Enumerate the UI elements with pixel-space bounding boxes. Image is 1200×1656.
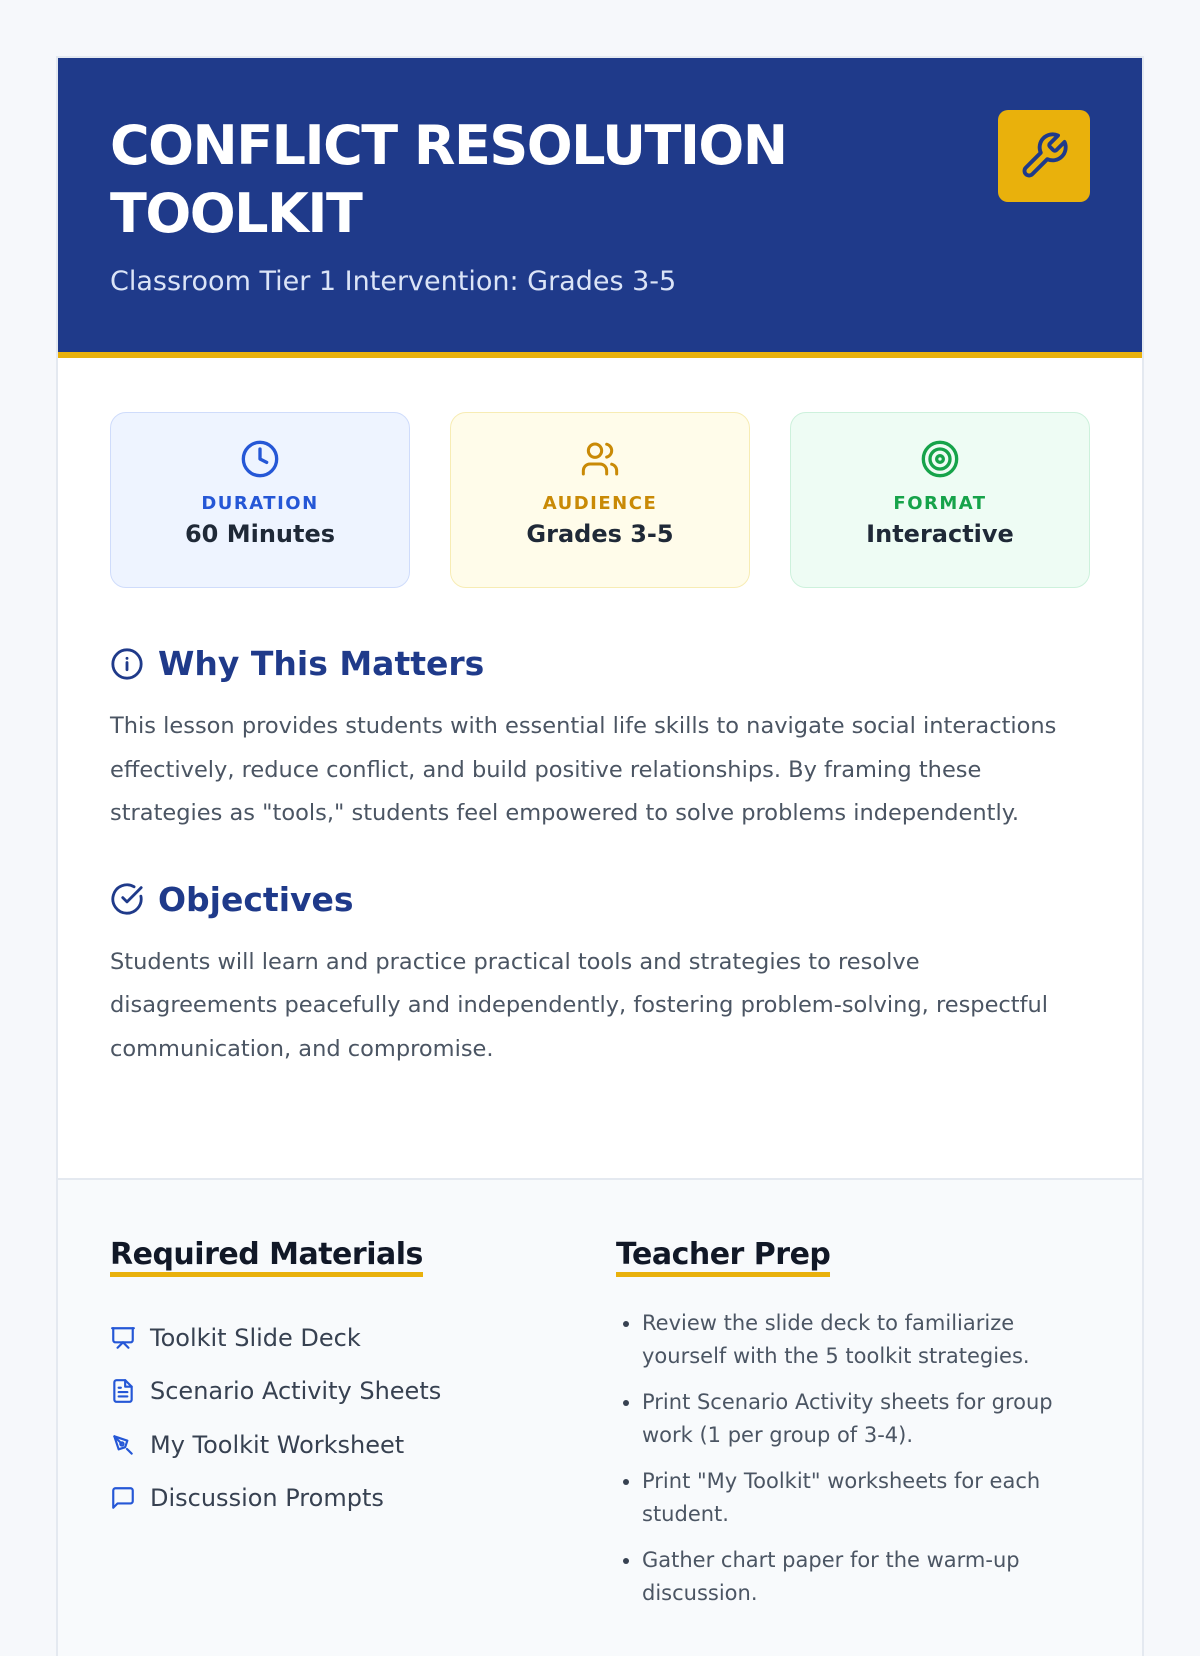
prep-title: Teacher Prep	[616, 1238, 830, 1277]
section-title: Objectives	[158, 879, 354, 919]
list-item	[110, 1311, 550, 1365]
lesson-title: CONFLICT RESOLUTION TOOLKIT	[110, 114, 787, 245]
section-title: Why This Matters	[158, 644, 485, 683]
info-icon	[110, 647, 144, 681]
resources-panel	[58, 1178, 1142, 1656]
why-text: This lesson provides students with essential life skills to navigate social interactions effectively, reduce conflict, and build positive relationships. By framing these strategies as "tools," students feel empowered to solve problems independently.	[110, 713, 1057, 826]
material-label: Discussion Prompts	[150, 1484, 384, 1513]
stat-card-duration	[110, 412, 410, 588]
stat-value: 60 Minutes	[184, 520, 336, 548]
pen-tool-icon	[110, 1432, 136, 1458]
materials-title: Required Materials	[110, 1238, 423, 1277]
stat-label: AUDIENCE	[542, 493, 658, 514]
materials-column	[110, 1238, 550, 1525]
check-circle-icon	[110, 882, 144, 916]
stat-value: Grades 3-5	[526, 520, 674, 548]
stat-card-audience	[450, 412, 750, 588]
objectives-section	[58, 880, 1142, 1072]
material-label: Scenario Activity Sheets	[150, 1377, 442, 1406]
lesson-header	[58, 58, 1142, 358]
prep-list	[616, 1307, 1076, 1610]
list-item	[110, 1418, 550, 1472]
list-item: • Print "My Toolkit" worksheets for each student.	[642, 1465, 1076, 1531]
material-label: My Toolkit Worksheet	[150, 1430, 405, 1459]
list-item	[110, 1365, 550, 1419]
stat-cards	[58, 358, 1142, 588]
stat-card-format	[790, 412, 1090, 588]
prep-column	[616, 1238, 1076, 1623]
chat-bubble-icon	[110, 1485, 136, 1511]
clock-icon	[240, 439, 280, 479]
list-item: • Print Scenario Activity sheets for group work (1 per group of 3-4).	[642, 1386, 1076, 1452]
material-label: Toolkit Slide Deck	[150, 1323, 361, 1352]
list-item: • Review the slide deck to familiarize yourself with the 5 toolkit strategies.	[642, 1307, 1076, 1373]
list-item: • Gather chart paper for the warm-up discussion.	[642, 1544, 1076, 1610]
users-icon	[580, 439, 620, 479]
presentation-icon	[110, 1325, 136, 1351]
wrench-icon	[998, 110, 1090, 202]
lesson-subtitle: Classroom Tier 1 Intervention: Grades 3-5	[110, 266, 677, 297]
materials-list	[110, 1311, 550, 1525]
objectives-text: Students will learn and practice practical tools and strategies to resolve disagreements peacefully and independently, fostering problem-solving, respectful communication, and compromise.	[110, 948, 1049, 1062]
target-icon	[920, 439, 960, 479]
why-section	[58, 644, 1142, 836]
stat-label: FORMAT	[893, 493, 987, 514]
document-icon	[110, 1378, 136, 1404]
lesson-card	[56, 56, 1144, 1656]
stat-label: DURATION	[201, 493, 319, 514]
list-item	[110, 1472, 550, 1526]
stat-value: Interactive	[866, 520, 1014, 548]
